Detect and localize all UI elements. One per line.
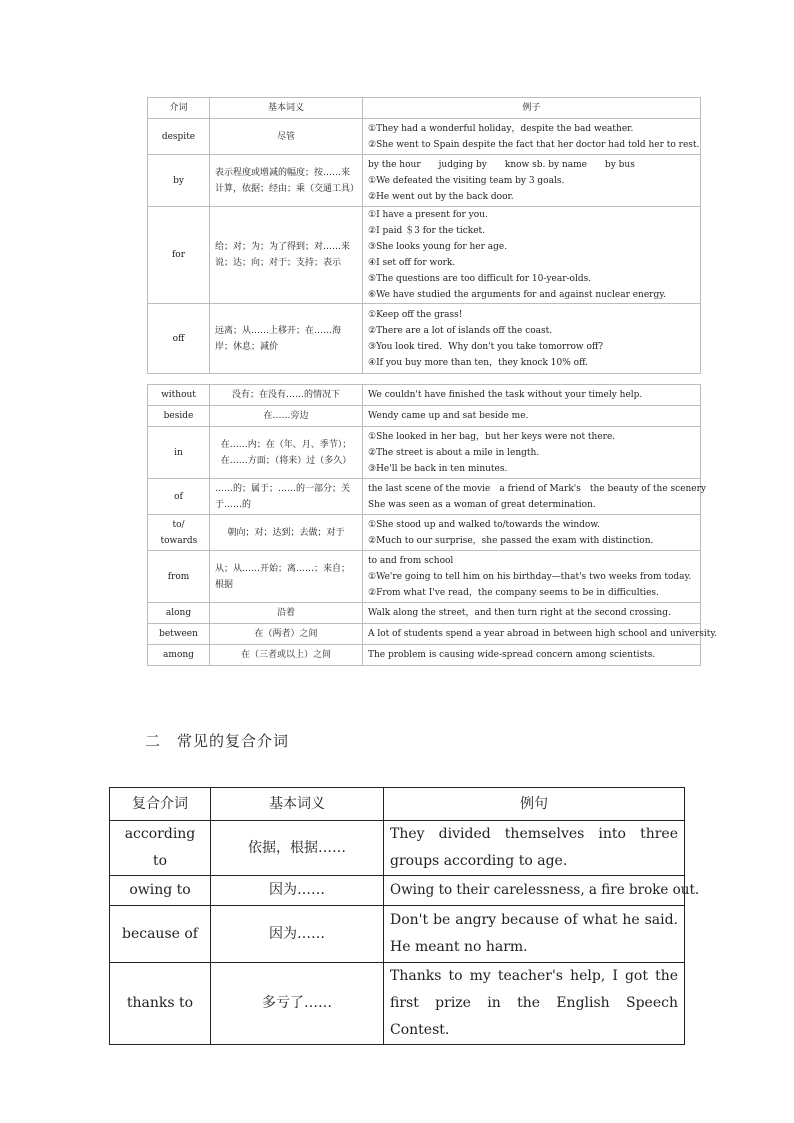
example-line: ⑤The questions are too difficult for 10-year-olds. — [368, 274, 592, 284]
examples-cell — [363, 155, 701, 207]
preposition-cell: in — [148, 427, 210, 479]
example-line: ②From what I've read，the company seems to be in difficulties. — [368, 587, 659, 598]
example-line: ④If you buy more than ten，they knock 10% off. — [368, 357, 589, 368]
example-line: ②She went to Spain despite the fact that her doctor had told her to rest. — [368, 139, 700, 150]
table-row — [148, 406, 701, 427]
preposition-cell: according to — [110, 821, 211, 876]
preposition-cell: thanks to — [110, 963, 211, 1045]
examples-cell — [363, 427, 701, 479]
example-line: ①Keep off the grass! — [368, 309, 463, 320]
table-header-row — [110, 788, 685, 821]
preposition-cell: between — [148, 624, 210, 645]
table-row — [110, 821, 685, 876]
meaning-cell: 远离；从……上移开；在……海岸；休息；减价 — [210, 304, 363, 374]
table-row — [148, 385, 701, 406]
table-header-row — [148, 98, 701, 119]
table-row — [148, 645, 701, 666]
examples-cell — [363, 304, 701, 374]
meaning-cell: 从；从……开始；离……；来自；根据 — [210, 551, 363, 603]
preposition-table-1 — [147, 97, 701, 374]
example-line: The problem is causing wide-spread concern among scientists. — [368, 650, 656, 660]
preposition-cell: without — [148, 385, 210, 406]
example-line: Wendy came up and sat beside me. — [368, 411, 529, 421]
meaning-cell: 在……旁边 — [210, 406, 363, 427]
meaning-cell: 沿着 — [210, 603, 363, 624]
examples-cell — [363, 645, 701, 666]
header-example: 例句 — [384, 788, 685, 821]
preposition-cell: by — [148, 155, 210, 207]
example-line: ②He went out by the back door. — [368, 191, 514, 202]
example-line: ①They had a wonderful holiday，despite the bad weather. — [368, 123, 634, 134]
example-line: ①She looked in her bag，but her keys were not there. — [368, 431, 616, 442]
table-row — [110, 963, 685, 1045]
example-line: ②There are a lot of islands off the coast. — [368, 325, 553, 336]
example-cell: Owing to their carelessness, a fire broke out. — [384, 876, 685, 906]
example-line: ②I paid ＄3 for the ticket. — [368, 226, 486, 236]
example-line: to and from school — [368, 555, 454, 566]
preposition-cell: off — [148, 304, 210, 374]
meaning-cell: 尽管 — [210, 119, 363, 155]
examples-cell — [363, 624, 718, 645]
meaning-cell: 表示程度或增减的幅度；按……来计算，依据；经由；乘（交通工具） — [210, 155, 363, 207]
compound-preposition-table — [109, 787, 700, 1045]
preposition-cell: despite — [148, 119, 210, 155]
meaning-cell: 因为…… — [211, 876, 384, 906]
meaning-cell: 依据，根据…… — [211, 821, 384, 876]
table-row — [148, 119, 701, 155]
examples-cell — [363, 385, 701, 406]
example-line: ③You look tired．Why don't you take tomorrow off? — [368, 341, 604, 352]
example-line: She was seen as a woman of great determination. — [368, 499, 596, 510]
table-row — [148, 624, 701, 645]
section-heading: 二 常见的复合介词 — [145, 732, 290, 750]
example-line: ②Much to our surprise，she passed the exam with distinction. — [368, 535, 654, 546]
examples-cell — [363, 406, 701, 427]
examples-cell — [363, 119, 701, 155]
meaning-cell: 在……内；在（年、月、季节）；在……方面；（将来）过（多久） — [210, 427, 363, 479]
table-row — [148, 155, 701, 207]
preposition-cell: because of — [110, 906, 211, 963]
examples-cell — [363, 207, 701, 304]
meaning-cell: 在（两者）之间 — [210, 624, 363, 645]
example-line: the last scene of the movie a friend of Mark's the beauty of the scenery — [368, 483, 707, 494]
preposition-cell — [148, 515, 210, 551]
preposition-text: to/ towards — [160, 519, 198, 546]
header-compound-preposition: 复合介词 — [110, 788, 211, 821]
example-cell: They divided themselves into three groups according to age. — [384, 821, 685, 876]
meaning-cell: 朝向；对；达到；去做；对于 — [210, 515, 363, 551]
example-line: We couldn't have finished the task without your timely help. — [368, 390, 643, 400]
preposition-cell: among — [148, 645, 210, 666]
header-preposition: 介词 — [148, 98, 210, 119]
preposition-cell: from — [148, 551, 210, 603]
preposition-cell: owing to — [110, 876, 211, 906]
example-line: ③She looks young for her age. — [368, 242, 508, 252]
example-line: ⑥We have studied the arguments for and against nuclear energy. — [368, 290, 666, 300]
preposition-cell: along — [148, 603, 210, 624]
examples-cell — [363, 479, 707, 515]
meaning-cell: ……的；属于；……的一部分；关于……的 — [210, 479, 363, 515]
table-row — [148, 551, 701, 603]
header-meaning: 基本词义 — [211, 788, 384, 821]
table-row — [148, 515, 701, 551]
table-row — [110, 906, 685, 963]
preposition-cell: beside — [148, 406, 210, 427]
table-row — [148, 304, 701, 374]
table-row — [148, 427, 701, 479]
example-line: ①I have a present for you. — [368, 210, 488, 220]
example-line: Walk along the street，and then turn right at the second crossing. — [368, 608, 671, 618]
example-line: ④I set off for work. — [368, 258, 456, 268]
header-examples: 例子 — [363, 98, 701, 119]
examples-cell — [363, 603, 701, 624]
preposition-cell: of — [148, 479, 210, 515]
meaning-cell: 没有；在没有……的情况下 — [210, 385, 363, 406]
example-line: ③He'll be back in ten minutes. — [368, 463, 508, 474]
meaning-cell: 多亏了…… — [211, 963, 384, 1045]
example-cell: Don't be angry because of what he said. He meant no harm. — [384, 906, 685, 963]
meaning-cell: 给；对；为；为了得到；对……来说；达；向；对于；支持；表示 — [210, 207, 363, 304]
table-row — [148, 603, 701, 624]
table-row — [148, 479, 701, 515]
example-line: ①We defeated the visiting team by 3 goals. — [368, 175, 565, 186]
example-line: by the hour judging by know sb. by name by bus — [368, 159, 635, 170]
meaning-cell: 因为…… — [211, 906, 384, 963]
table-row — [110, 876, 685, 906]
examples-cell — [363, 515, 701, 551]
table-row — [148, 207, 701, 304]
header-meaning: 基本词义 — [210, 98, 363, 119]
examples-cell — [363, 551, 701, 603]
example-line: ①We're going to tell him on his birthday—that's two weeks from today. — [368, 571, 692, 582]
example-line: ①She stood up and walked to/towards the window. — [368, 519, 600, 530]
example-line: ②The street is about a mile in length. — [368, 447, 540, 458]
example-line: A lot of students spend a year abroad in between high school and university. — [368, 629, 718, 639]
preposition-cell: for — [148, 207, 210, 304]
example-cell: Thanks to my teacher's help, I got the first prize in the English Speech Contest. — [384, 963, 685, 1045]
meaning-cell: 在（三者或以上）之间 — [210, 645, 363, 666]
preposition-table-2 — [147, 384, 718, 666]
